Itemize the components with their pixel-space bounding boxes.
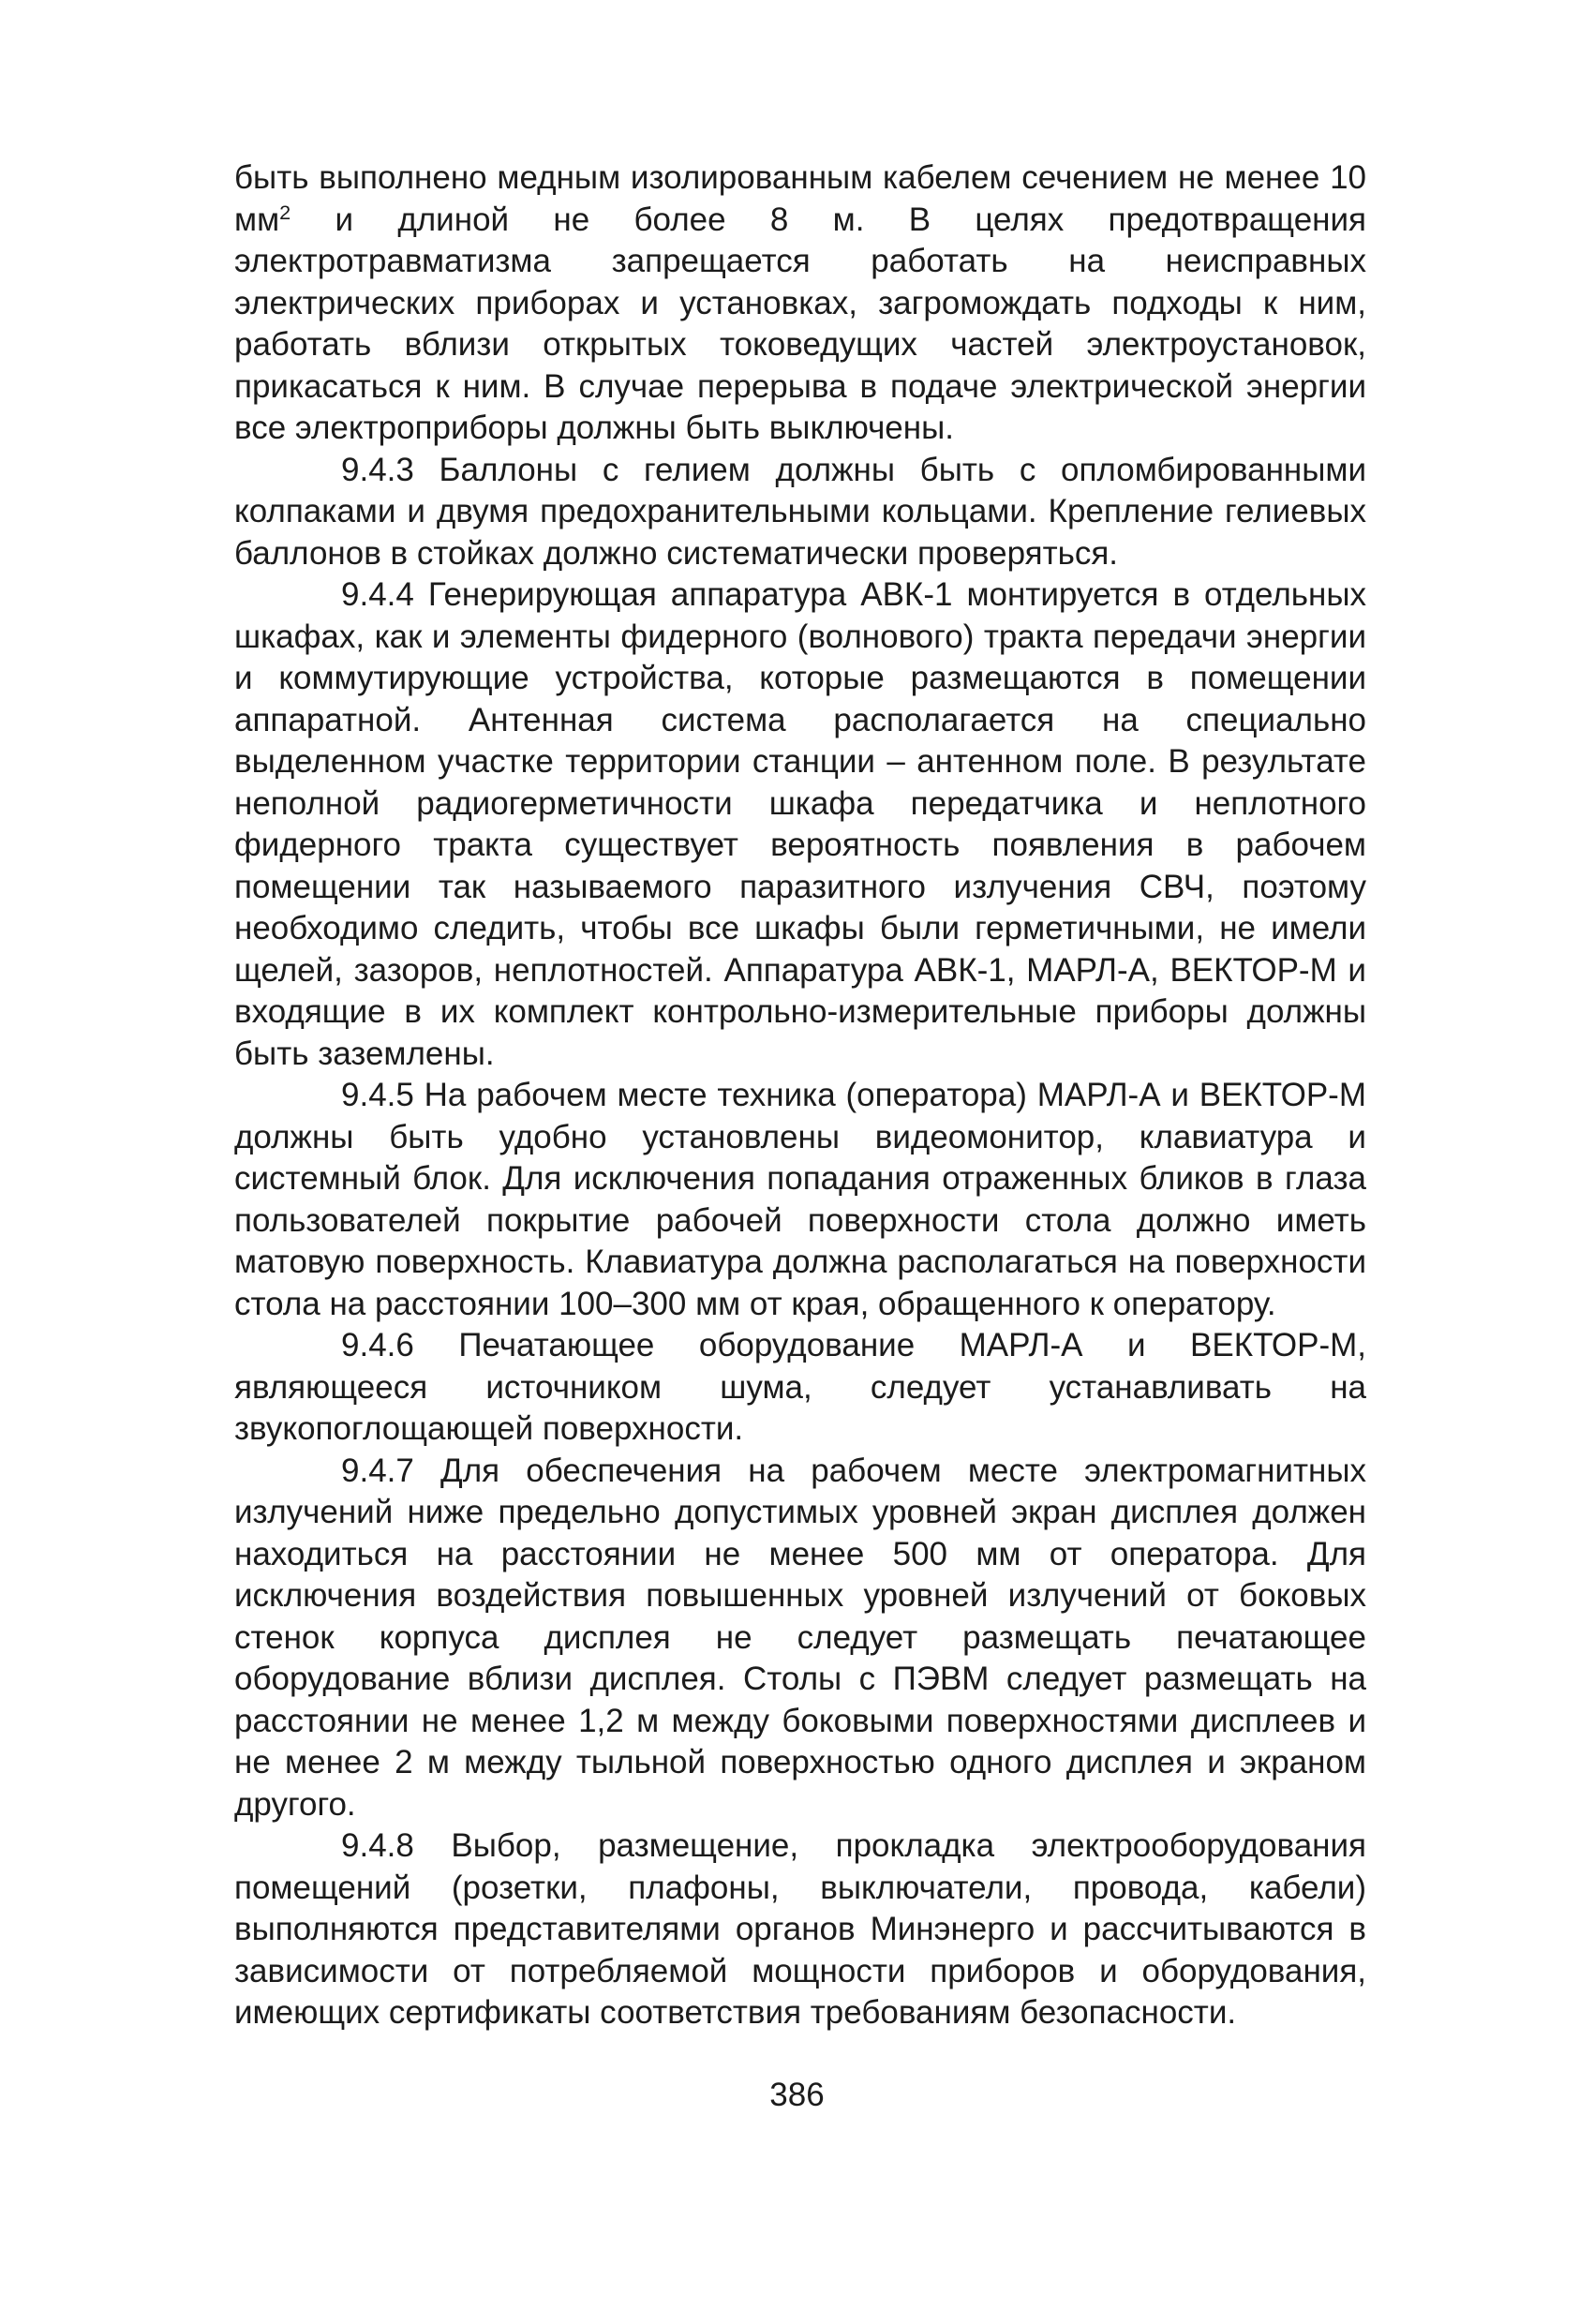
page-body (234, 157, 1366, 2034)
paragraph-9-4-4: 9.4.4 Генерирующая аппаратура АВК-1 монтируется в отдельных шкафах, как и элементы фидерного (волнового) тракта передачи энергии и коммутирующие устройства, которые размещаются в помещении аппаратной. Антенная система располагается на специально выделенном участке территории станции – антенном поле. В результате неполной радиогерметичности шкафа передатчика и неплотного фидерного тракта существует вероятность появления в рабочем помещении так называемого паразитного излучения СВЧ, поэтому необходимо следить, чтобы все шкафы были герметичными, не имели щелей, зазоров, неплотностей. Аппаратура АВК-1, МАРЛ-А, ВЕКТОР-М и входящие в их комплект контрольно-измерительные приборы должны быть заземлены. (234, 576, 1366, 1072)
paragraph-9-4-7: 9.4.7 Для обеспечения на рабочем месте электромагнитных излучений ниже предельно допустимых уровней экран дисплея должен находиться на расстоянии не менее 500 мм от оператора. Для исключения воздействия повышенных уровней излучений от боковых стенок корпуса дисплея не следует размещать печатающее оборудование вблизи дисплея. Столы с ПЭВМ следует размещать на расстоянии не менее 1,2 м между боковыми поверхностями дисплеев и не менее 2 м между тыльной поверхностью одного дисплея и экраном другого. (234, 1452, 1366, 1823)
paragraph-continuation (234, 157, 1366, 450)
paragraph-9-4-5: 9.4.5 На рабочем месте техника (оператора) МАРЛ-А и ВЕКТОР-М должны быть удобно установлены видеомонитор, клавиатура и системный блок. Для исключения попадания отраженных бликов в глаза пользователей покрытие рабочей поверхности стола должно иметь матовую поверхность. Клавиатура должна располагаться на поверхности стола на расстоянии 100–300 мм от края, обращенного к оператору. (234, 1077, 1366, 1322)
page-number: 386 (769, 2077, 825, 2113)
paragraph-9-4-3: 9.4.3 Баллоны с гелием должны быть с опломбированными колпаками и двумя предохранительными кольцами. Крепление гелиевых баллонов в стойках должно систематически проверяться. (234, 451, 1366, 572)
superscript-square: 2 (279, 200, 291, 224)
paragraph-9-4-6: 9.4.6 Печатающее оборудование МАРЛ-А и ВЕКТОР-М, являющееся источником шума, следует устанавливать на звукопоглощающей поверхности. (234, 1327, 1366, 1447)
paragraph-text-start: быть выполнено медным изолированным кабелем сечением не менее 10 мм (234, 159, 1366, 238)
paragraph-text-end: и длиной не более 8 м. В целях предотвращения электротравматизма запрещается работать на неисправных электрических приборах и установках, загромождать подходы к ним, работать вблизи открытых токоведущих частей электроустановок, прикасаться к ним. В случае перерыва в подаче электрической энергии все электроприборы должны быть выключены. (234, 201, 1366, 446)
paragraph-9-4-8: 9.4.8 Выбор, размещение, прокладка электрооборудования помещений (розетки, плафоны, выключатели, провода, кабели) выполняются представителями органов Минэнерго и рассчитываются в зависимости от потребляемой мощности приборов и оборудования, имеющих сертификаты соответствия требованиям безопасности. (234, 1827, 1366, 2031)
